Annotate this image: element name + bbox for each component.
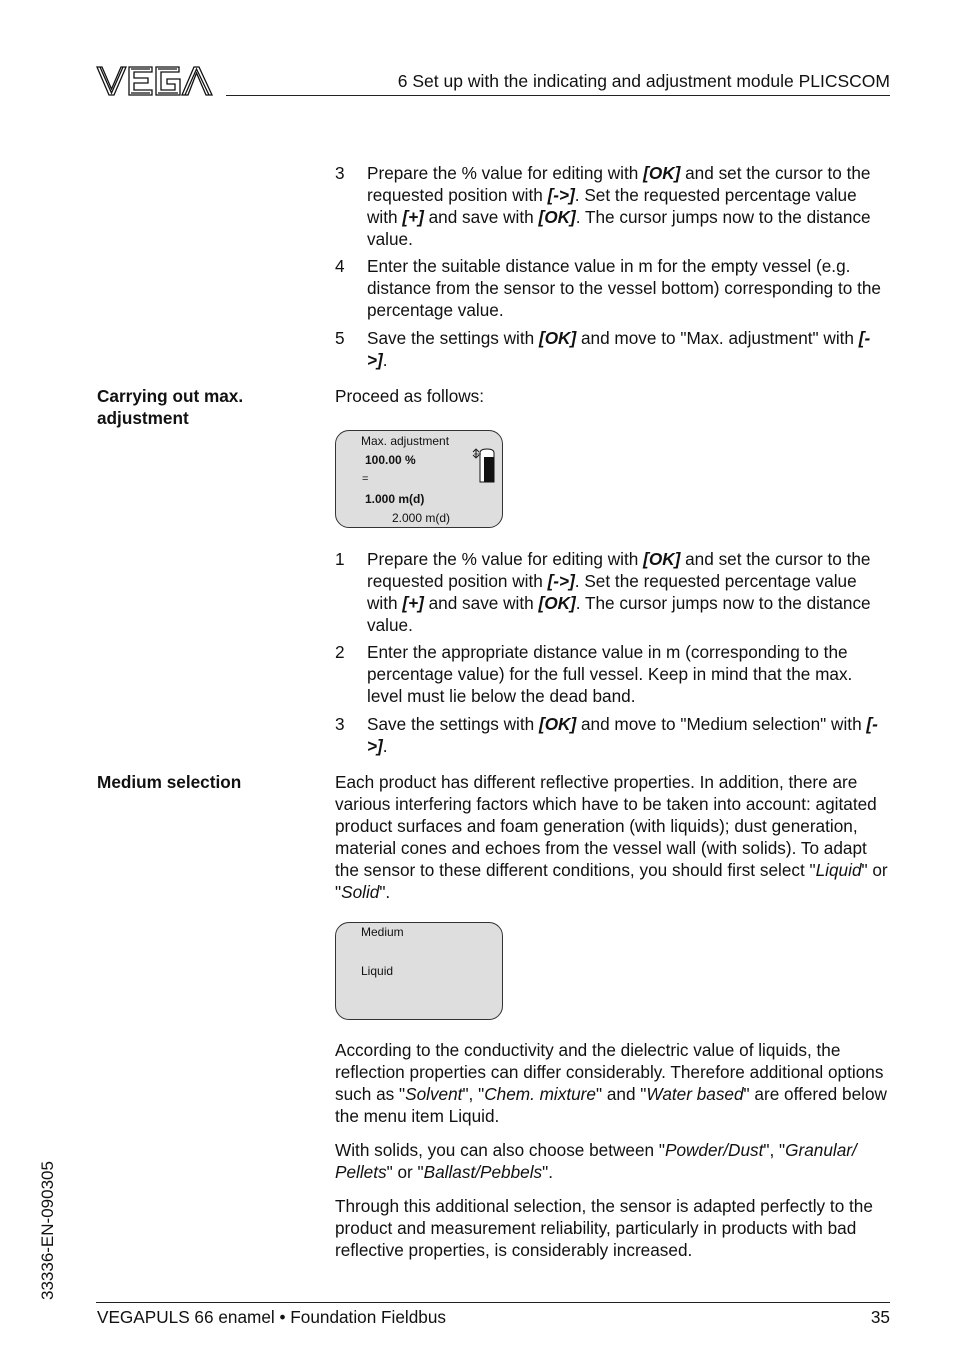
section-heading-max: Carrying out max. adjustment	[97, 386, 244, 428]
footer-product: VEGAPULS 66 enamel • Foundation Fieldbus	[97, 1307, 447, 1327]
step-number: 3	[335, 714, 345, 734]
step-text: Save the settings with [OK] and move to "Max. adjustment" with [->].	[367, 328, 871, 370]
section-heading-medium: Medium selection	[97, 772, 242, 792]
step-text: Prepare the % value for editing with [OK] and set the cursor to the requested position with [->]. Set the requested percentage value with [+] and save with [OK]. The cursor jumps now to the distance value.	[367, 163, 871, 249]
vessel-icon	[472, 448, 496, 483]
document-number: 33336-EN-090305	[38, 1161, 57, 1300]
list-item	[335, 641, 890, 707]
step-number: 4	[335, 256, 345, 276]
step-number: 2	[335, 642, 345, 662]
page-number: 35	[870, 1307, 890, 1327]
step-text: Enter the appropriate distance value in m (corresponding to the percentage value) for the full vessel. Keep in mind that the max. level must lie below the dead band.	[367, 642, 853, 706]
step-number: 3	[335, 163, 345, 183]
medium-paragraph-1: Each product has different reflective properties. In addition, there are various interfering factors which have to be taken into account: agitated product surfaces and foam generation (with liquids); dust generation, material cones and echoes from the vessel wall (with solids). To adapt the sensor to these different conditions, you should first select "Liquid" or "Solid".	[335, 772, 888, 902]
list-item	[335, 162, 890, 250]
display-title: Medium	[361, 925, 404, 939]
vega-logo	[96, 64, 214, 98]
footer-divider	[96, 1302, 890, 1303]
display-equals: =	[362, 473, 369, 485]
medium-paragraph-3: With solids, you can also choose between "Powder/Dust", "Granular/ Pellets" or "Ballast/Pebbels".	[335, 1140, 857, 1182]
step-text: Prepare the % value for editing with [OK] and set the cursor to the requested position with [->]. Set the requested percentage value with [+] and save with [OK]. The cursor jumps now to the distance value.	[367, 549, 871, 635]
list-item	[335, 255, 890, 321]
medium-paragraph-4: Through this additional selection, the sensor is adapted perfectly to the product and measurement reliability, particularly in products with bad reflective properties, is considerably increased.	[335, 1196, 873, 1260]
list-item	[335, 713, 890, 757]
step-text: Enter the suitable distance value in m for the empty vessel (e.g. distance from the sensor to the vessel bottom) corresponding to the percentage value.	[367, 256, 881, 320]
header-title: 6 Set up with the indicating and adjustment module PLICSCOM	[397, 71, 890, 91]
header-divider	[226, 95, 890, 96]
display-percent: 100.00 %	[365, 453, 416, 467]
display-max-adjustment	[335, 430, 503, 528]
max-intro: Proceed as follows:	[335, 386, 485, 406]
step-number: 5	[335, 328, 345, 348]
step-text: Save the settings with [OK] and move to "Medium selection" with [->].	[367, 714, 878, 756]
step-number: 1	[335, 549, 345, 569]
display-value: Liquid	[361, 964, 394, 978]
list-item	[335, 327, 890, 371]
display-distance: 1.000 m(d)	[365, 492, 425, 506]
list-item	[335, 548, 890, 636]
medium-paragraph-2: According to the conductivity and the dielectric value of liquids, the reflection properties can differ considerably. Therefore additional options such as "Solvent", "Chem. mixture" and "Water based" are offered below the menu item Liquid.	[335, 1040, 887, 1126]
display-title: Max. adjustment	[361, 434, 450, 448]
display-medium	[335, 922, 503, 1020]
display-current: 2.000 m(d)	[392, 511, 451, 525]
